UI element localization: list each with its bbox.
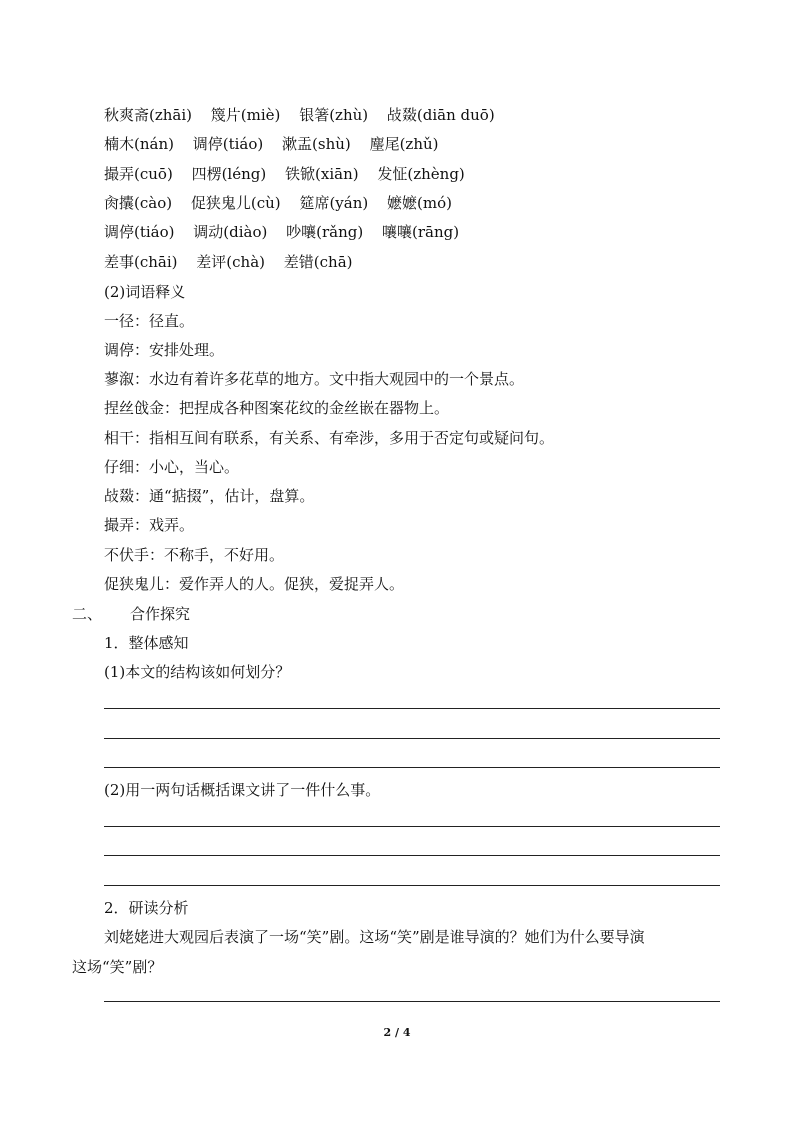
part2-title: 2．研读分析 bbox=[104, 899, 189, 917]
pinyin-item: 调停(tiáo) bbox=[192, 135, 264, 153]
pinyin-row-5 bbox=[104, 222, 473, 242]
answer-line[interactable] bbox=[104, 855, 720, 856]
pinyin-row-1 bbox=[104, 105, 509, 125]
definition-line: 蓼溆：水边有着许多花草的地方。文中指大观园中的一个景点。 bbox=[104, 370, 525, 388]
answer-line[interactable] bbox=[104, 885, 720, 886]
answer-line[interactable] bbox=[104, 826, 720, 827]
part1-question-2: (2)用一两句话概括课文讲了一件什么事。 bbox=[104, 781, 381, 799]
pinyin-item: 差评(chà) bbox=[196, 253, 266, 271]
definition-line: 调停：安排处理。 bbox=[104, 341, 225, 359]
pinyin-item: 嬷嬷(mó) bbox=[387, 194, 452, 212]
pinyin-item: 麈尾(zhǔ) bbox=[369, 135, 439, 153]
definition-line: 一径：径直。 bbox=[104, 312, 195, 330]
pinyin-item: 银箸(zhù) bbox=[299, 106, 369, 124]
definition-line: 不伏手：不称手，不好用。 bbox=[104, 546, 285, 564]
pinyin-item: 筵席(yán) bbox=[299, 194, 369, 212]
definition-line: 仔细：小心，当心。 bbox=[104, 458, 240, 476]
pinyin-row-2 bbox=[104, 134, 453, 154]
definition-line: 撮弄：戏弄。 bbox=[104, 516, 195, 534]
vocab-heading: (2)词语释义 bbox=[104, 283, 186, 301]
part2-question-line-2: 这场“笑”剧？ bbox=[72, 958, 163, 976]
definition-line: 相干：指相互间有联系，有关系、有牵涉，多用于否定句或疑问句。 bbox=[104, 429, 555, 447]
pinyin-item: 差错(chā) bbox=[283, 253, 353, 271]
section-number: 二、 bbox=[72, 605, 103, 623]
pinyin-item: 吵嚷(rǎng) bbox=[286, 223, 364, 241]
page-number: 2 / 4 bbox=[383, 1026, 411, 1039]
pinyin-item: 差事(chāi) bbox=[104, 253, 178, 271]
part2-question-line-1: 刘姥姥进大观园后表演了一场“笑”剧。这场“笑”剧是谁导演的？她们为什么要导演 bbox=[104, 928, 645, 946]
definition-line: 捏丝戗金：把捏成各种图案花纹的金丝嵌在器物上。 bbox=[104, 399, 450, 417]
pinyin-item: 发怔(zhèng) bbox=[377, 165, 465, 183]
definition-line: 敁敠：通“掂掇”，估计，盘算。 bbox=[104, 487, 315, 505]
pinyin-row-3 bbox=[104, 164, 479, 184]
pinyin-item: 撮弄(cuō) bbox=[104, 165, 173, 183]
pinyin-item: 铁锨(xiān) bbox=[285, 165, 359, 183]
pinyin-item: 调停(tiáo) bbox=[104, 223, 175, 241]
pinyin-item: 嚷嚷(rāng) bbox=[382, 223, 460, 241]
pinyin-item: 敁敠(diān duō) bbox=[386, 106, 495, 124]
part1-title: 1．整体感知 bbox=[104, 634, 189, 652]
part1-question-1: (1)本文的结构该如何划分？ bbox=[104, 663, 291, 681]
answer-line[interactable] bbox=[104, 767, 720, 768]
answer-line[interactable] bbox=[104, 708, 720, 709]
pinyin-item: 肏攮(cào) bbox=[104, 194, 173, 212]
definition-line: 促狭鬼儿：爱作弄人的人。促狭，爱捉弄人。 bbox=[104, 575, 405, 593]
pinyin-item: 楠木(nán) bbox=[104, 135, 174, 153]
pinyin-item: 漱盂(shù) bbox=[282, 135, 351, 153]
answer-line[interactable] bbox=[104, 1001, 720, 1002]
pinyin-item: 秋爽斋(zhāi) bbox=[104, 106, 193, 124]
answer-line[interactable] bbox=[104, 738, 720, 739]
pinyin-row-6 bbox=[104, 252, 367, 272]
pinyin-item: 促狭鬼儿(cù) bbox=[190, 194, 281, 212]
section-title: 合作探究 bbox=[130, 605, 191, 623]
pinyin-item: 四楞(léng) bbox=[191, 165, 267, 183]
pinyin-item: 调动(diào) bbox=[193, 223, 268, 241]
pinyin-item: 篾片(miè) bbox=[210, 106, 281, 124]
pinyin-row-4 bbox=[104, 193, 466, 213]
